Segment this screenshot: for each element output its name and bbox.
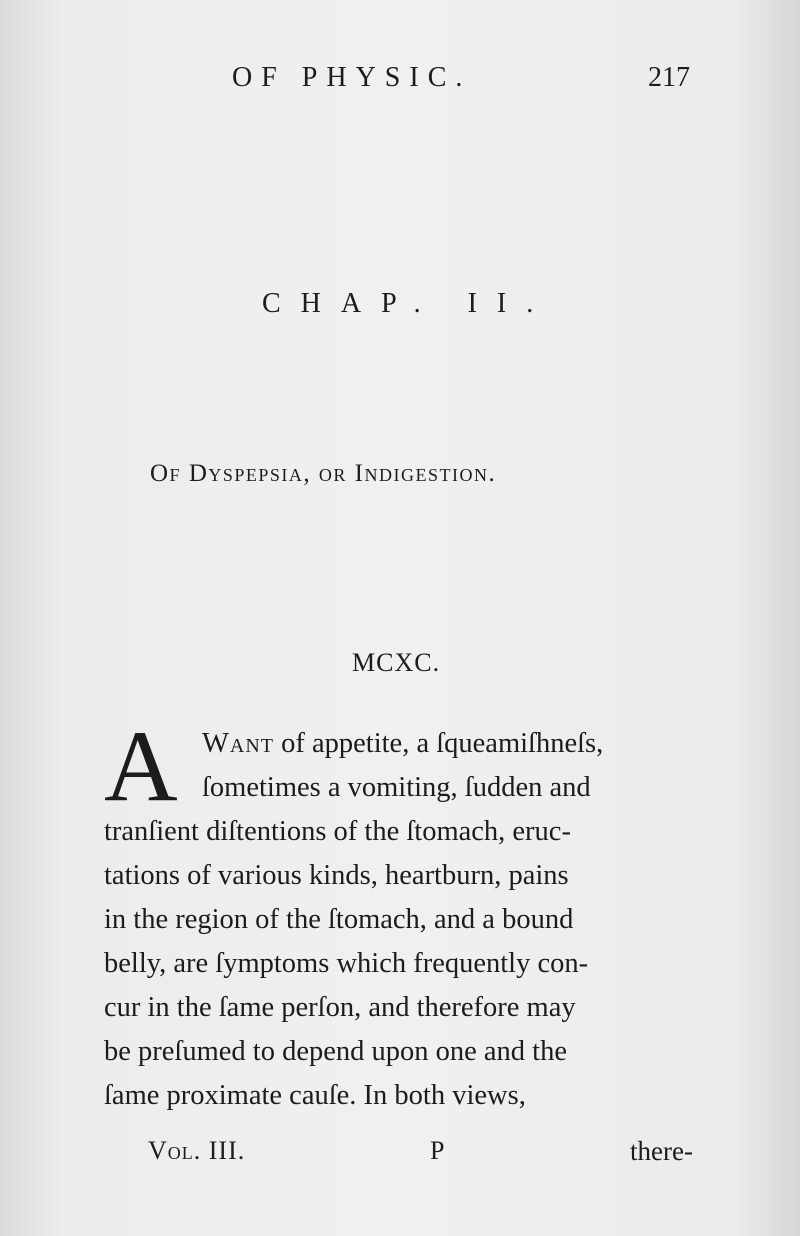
first-word: Want bbox=[202, 728, 275, 759]
text-line: belly, are ſymptoms which frequently con- bbox=[104, 948, 589, 979]
volume-label: Vol. III. bbox=[148, 1136, 246, 1165]
text-line: tations of various kinds, heartburn, pains bbox=[104, 860, 569, 891]
section-number: MCXC. bbox=[352, 648, 441, 677]
text-line bbox=[202, 728, 603, 760]
text-line: ſometimes a vomiting, ſudden and bbox=[202, 772, 591, 803]
page-number: 217 bbox=[648, 62, 690, 93]
text-line: in the region of the ſtomach, and a bound bbox=[104, 904, 574, 935]
running-head: OF PHYSIC. bbox=[232, 62, 472, 93]
text-line: be preſumed to depend upon one and the bbox=[104, 1036, 567, 1067]
text-line: ſame proximate cauſe. In both views, bbox=[104, 1080, 526, 1111]
drop-cap: A bbox=[104, 710, 178, 823]
text-line: cur in the ſame perſon, and therefore may bbox=[104, 992, 576, 1023]
text-line: tranſient diſtentions of the ſtomach, eruc- bbox=[104, 816, 571, 847]
signature-mark: P bbox=[430, 1136, 445, 1165]
chapter-heading: CHAP. II. bbox=[262, 288, 554, 319]
chapter-title: Of Dyspepsia, or Indigestion. bbox=[150, 460, 497, 487]
catchword: there- bbox=[630, 1136, 693, 1166]
text-line-content: of appetite, a ſqueamiſhneſs, bbox=[274, 728, 604, 759]
show-through-text bbox=[95, 110, 735, 155]
